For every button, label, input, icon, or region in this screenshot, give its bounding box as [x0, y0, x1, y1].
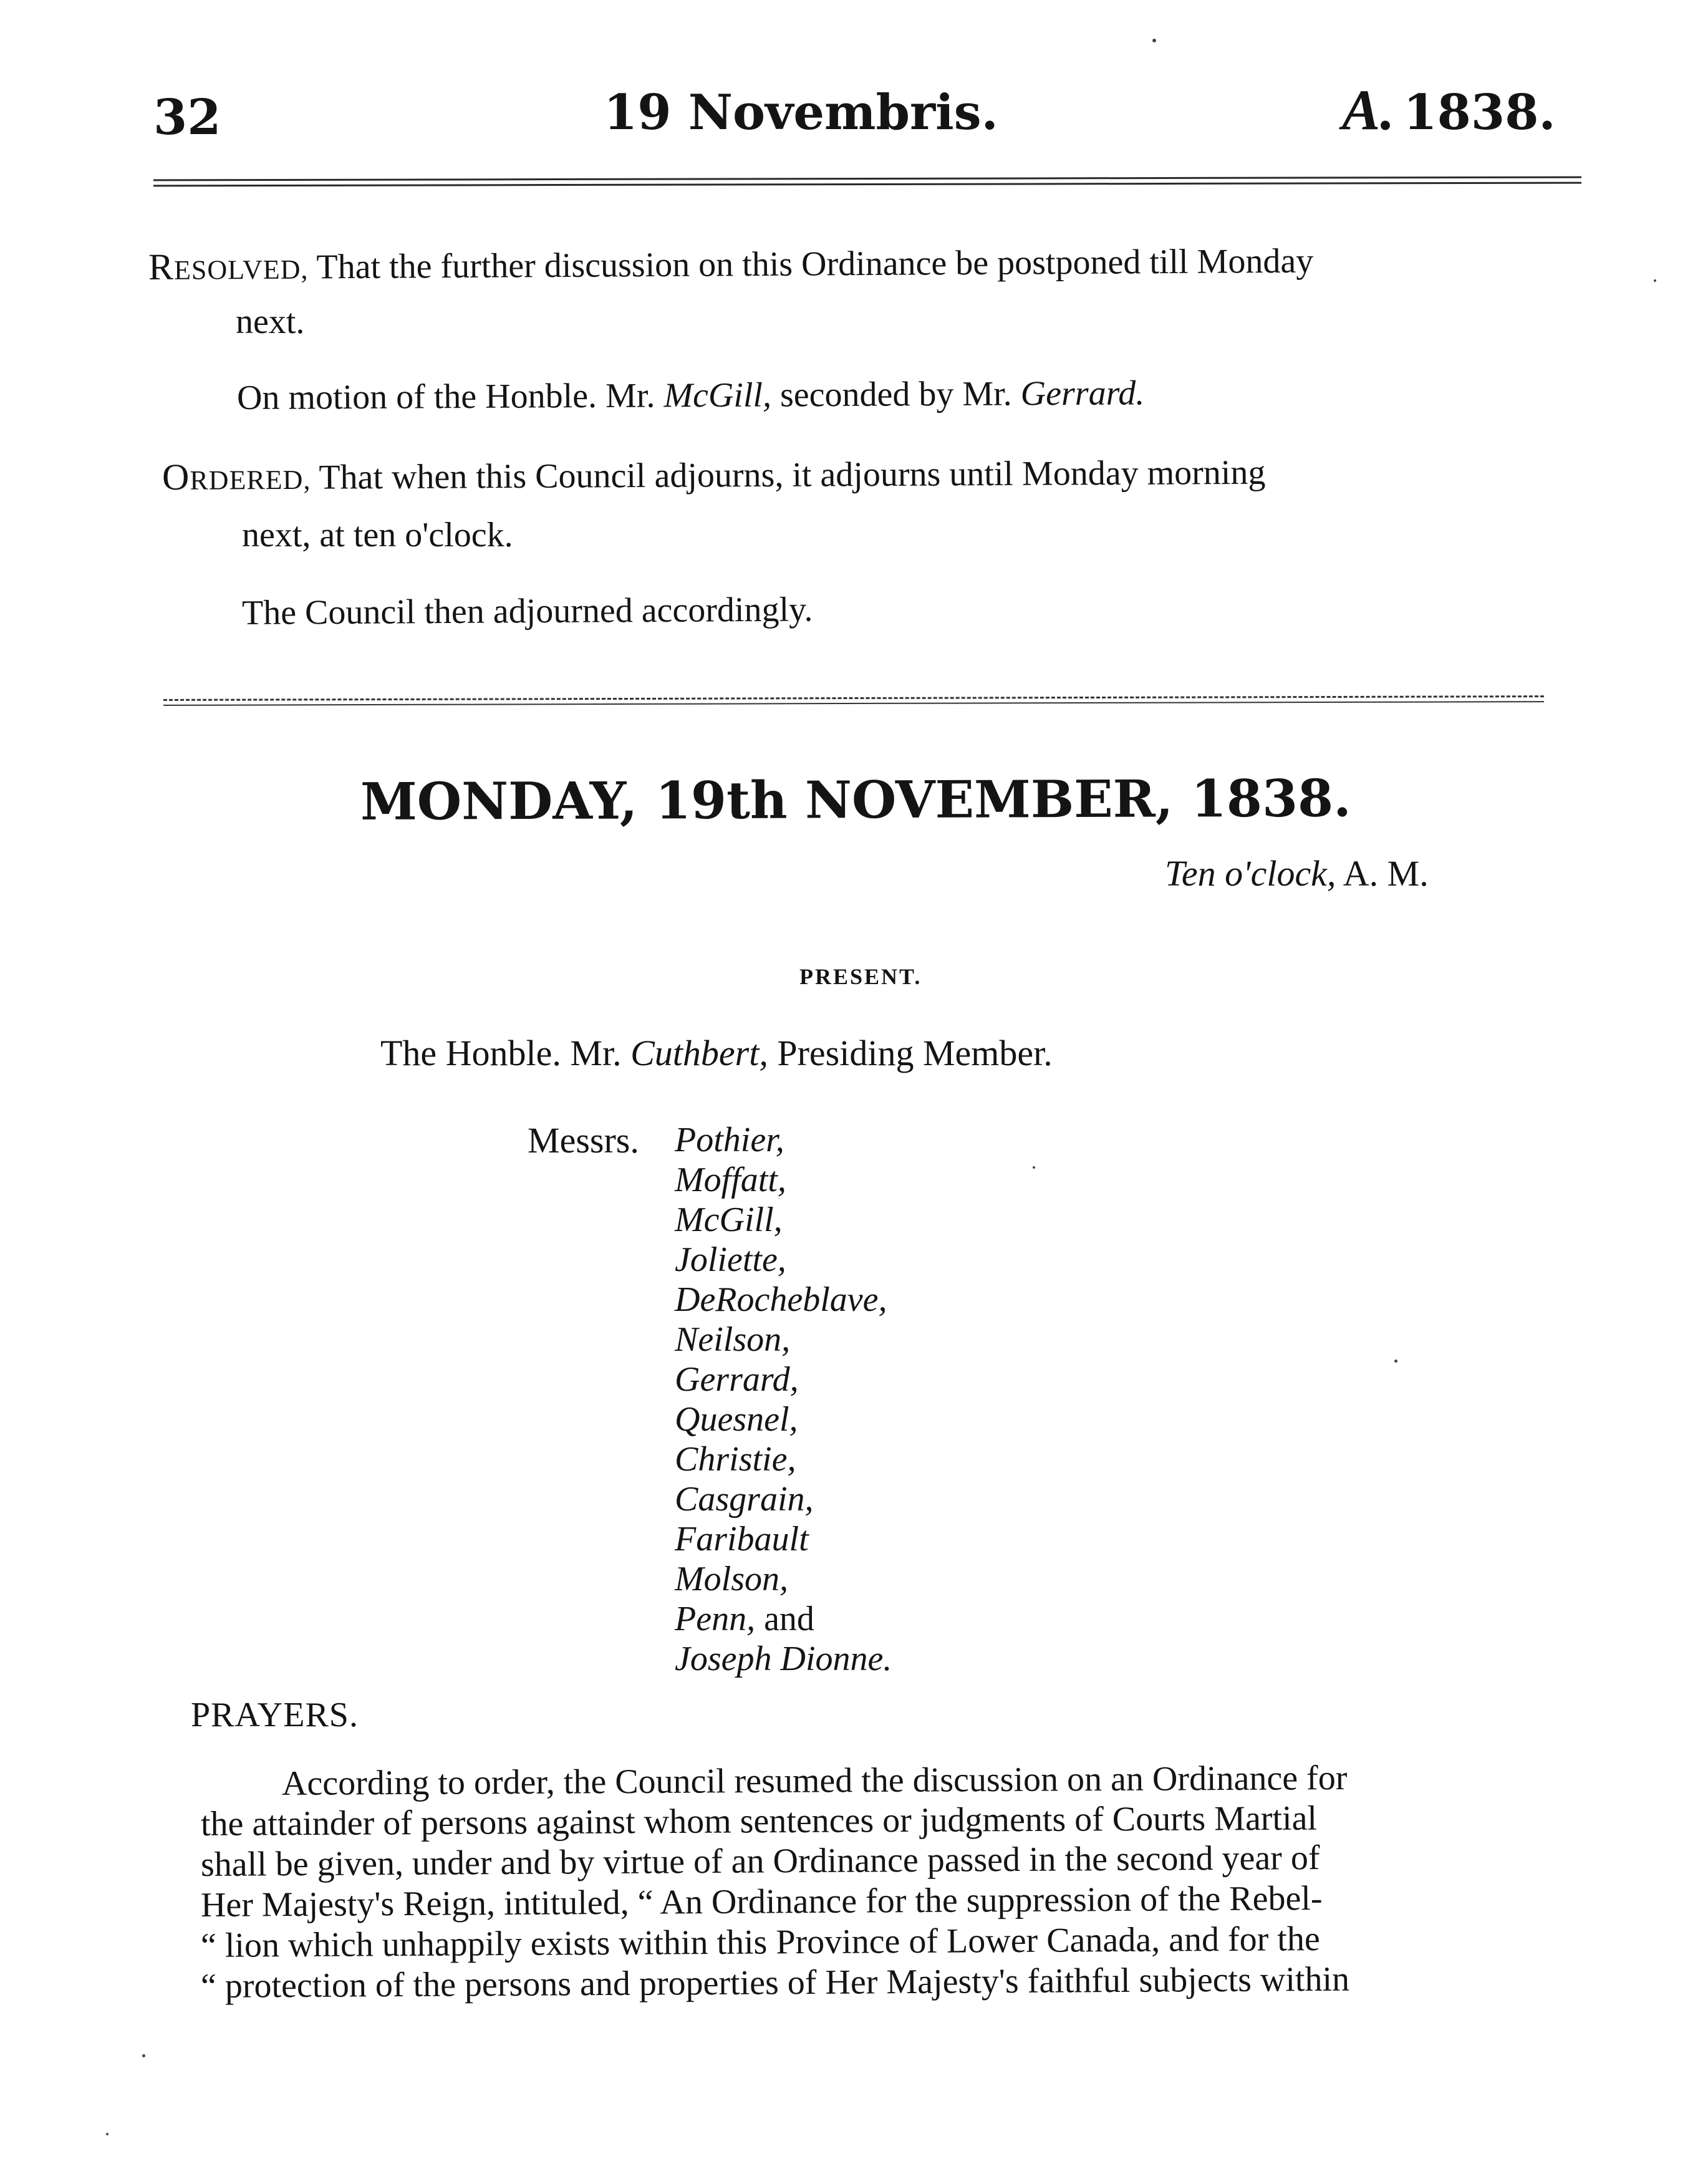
header-rule [153, 176, 1581, 187]
running-title: 19 Novembris. [604, 84, 998, 141]
member-name: Pothier, [675, 1121, 784, 1159]
body-line: the attainder of persons against whom sentences or judgments of Courts Martial [200, 1799, 1318, 1843]
messrs-label: Messrs. [528, 1120, 639, 1161]
motion-line [237, 375, 1145, 415]
year-mark: A. [1342, 78, 1395, 142]
scan-speck [142, 2054, 145, 2057]
page-number: 32 [153, 89, 221, 146]
member-name-text: Penn, [675, 1600, 756, 1638]
presiding-line [380, 1035, 1053, 1071]
body-line: Her Majesty's Reign, intituled, “ An Ordinance for the suppression of the Rebel- [200, 1879, 1323, 1925]
scan-speck [106, 2133, 109, 2135]
member-name: Joliette, [675, 1240, 786, 1279]
sitting-time-meridiem: A. M. [1343, 853, 1429, 894]
scan-speck [1654, 279, 1656, 282]
motion-seconder: Gerrard. [1020, 374, 1145, 413]
body-line: “ protection of the persons and properties of Her Majesty's faithful subjects within [200, 1959, 1350, 2006]
resolved-text-line2: next. [236, 302, 305, 341]
presiding-prefix: The Honble. Mr. [380, 1033, 622, 1073]
ordered-label: ORDERED, [162, 456, 311, 498]
member-name: DeRocheblave, [675, 1280, 887, 1319]
running-year [1342, 78, 1556, 142]
section-rule [163, 695, 1544, 706]
motion-middle: seconded by Mr. [779, 374, 1012, 415]
ordered-text-line1: That when this Council adjourns, it adjourns until Monday morning [319, 453, 1266, 497]
sitting-time-hour: Ten o'clock, [1165, 853, 1336, 894]
member-name: Gerrard, [675, 1360, 799, 1399]
member-conjunction: and [764, 1600, 814, 1638]
member-name: Faribault [675, 1520, 809, 1558]
member-name: Neilson, [675, 1320, 791, 1359]
motion-mover: McGill, [663, 375, 772, 415]
body-line: According to order, the Council resumed the discussion on an Ordinance for [281, 1759, 1348, 1803]
sitting-title: MONDAY, 19th NOVEMBER, 1838. [360, 768, 1351, 832]
resolved-paragraph [148, 241, 1314, 286]
ordered-paragraph [162, 453, 1266, 496]
member-name: Moffatt, [675, 1161, 786, 1199]
sitting-time [1165, 853, 1429, 894]
member-name: Joseph Dionne. [675, 1640, 892, 1678]
member-name [675, 1602, 814, 1636]
scan-speck [1033, 1166, 1035, 1169]
presiding-name: Cuthbert, [630, 1033, 768, 1073]
year: 1838. [1403, 84, 1556, 141]
body-line: “ lion which unhappily exists within this Province of Lower Canada, and for the [200, 1920, 1320, 1965]
member-name: Casgrain, [675, 1480, 814, 1519]
ordered-text-line2: next, at ten o'clock. [242, 516, 513, 554]
resolved-text-line1: That the further discussion on this Ordinance be postponed till Monday [316, 241, 1314, 287]
member-name: Christie, [675, 1440, 796, 1479]
prayers-heading: PRAYERS. [191, 1696, 359, 1734]
resolved-label: RESOLVED, [148, 246, 309, 287]
adjourned-line: The Council then adjourned accordingly. [241, 590, 813, 632]
scan-speck [1394, 1360, 1397, 1363]
present-label: PRESENT. [799, 964, 922, 989]
motion-prefix: On motion of the Honble. Mr. [236, 376, 655, 417]
presiding-suffix: Presiding Member. [777, 1033, 1053, 1073]
body-line: shall be given, under and by virtue of an Ordinance passed in the second year of [200, 1838, 1320, 1884]
member-name: Molson, [675, 1560, 788, 1598]
member-name: McGill, [675, 1201, 783, 1239]
member-name: Quesnel, [675, 1400, 798, 1439]
scan-speck [1152, 39, 1156, 42]
